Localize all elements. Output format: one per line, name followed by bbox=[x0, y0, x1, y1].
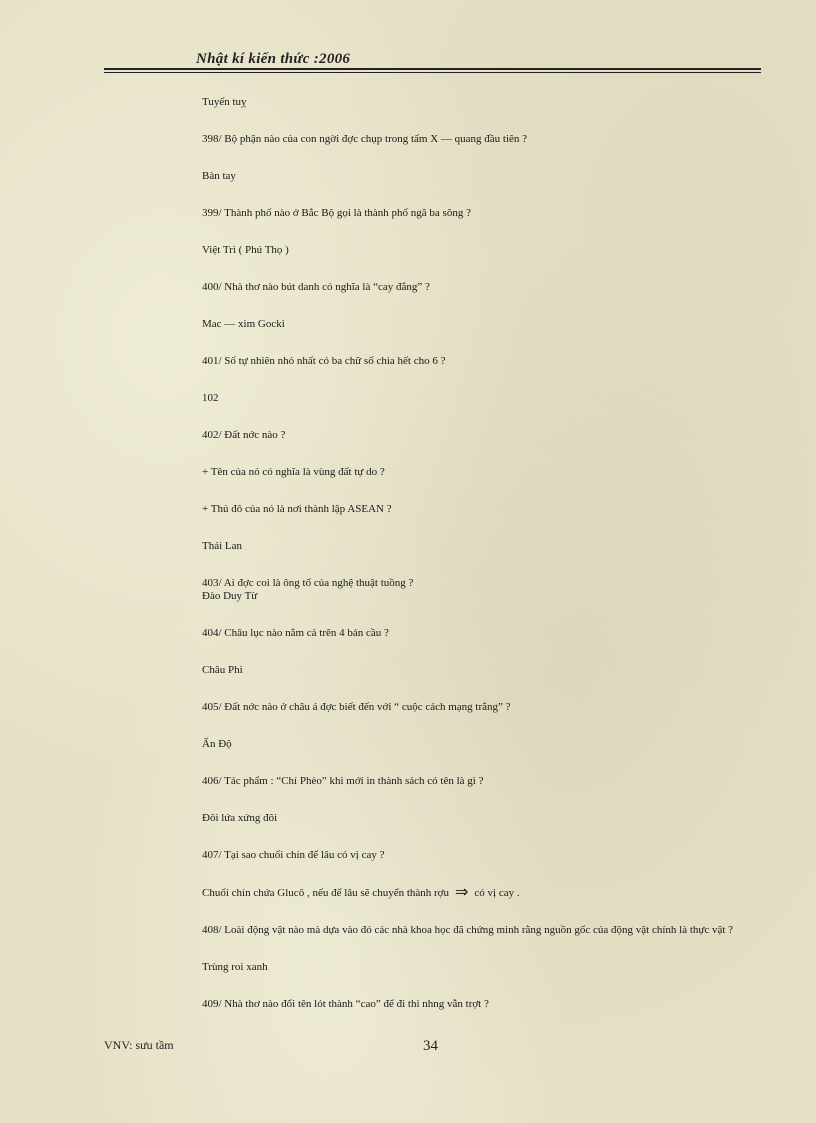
answer-line: Thái Lan bbox=[202, 540, 243, 552]
answer-line: Bàn tay bbox=[202, 170, 236, 182]
page-header-title: Nhật kí kiến thức :2006 bbox=[196, 51, 351, 67]
answer-line: Ấn Độ bbox=[202, 738, 232, 750]
question-line: 405/ Đất nớc nào ở châu á đợc biết đến với “ cuộc cách mạng trắng” ? bbox=[202, 701, 511, 713]
question-subline: + Tên của nó có nghĩa là vùng đất tự do ? bbox=[202, 466, 385, 478]
question-line: 400/ Nhà thơ nào bút danh có nghĩa là “cay đắng” ? bbox=[202, 281, 430, 293]
footer-credit: VNV: sưu tầm bbox=[104, 1038, 174, 1052]
answer-line: Đào Duy Từ bbox=[202, 590, 258, 602]
answer-line: Trùng roi xanh bbox=[202, 961, 268, 973]
page-number: 34 bbox=[423, 1038, 438, 1054]
answer-line: Châu Phi bbox=[202, 664, 243, 676]
question-line: 399/ Thành phố nào ở Bắc Bộ gọi là thành phố ngã ba sông ? bbox=[202, 207, 471, 219]
question-line: 403/ Ai đợc coi là ông tổ của nghệ thuật tuồng ? bbox=[202, 577, 414, 589]
question-line: 402/ Đất nớc nào ? bbox=[202, 429, 286, 441]
qa-content bbox=[202, 96, 762, 1011]
answer-line: Việt Trì ( Phú Thọ ) bbox=[202, 244, 289, 256]
answer-line: Đôi lứa xứng đôi bbox=[202, 812, 278, 824]
answer-suffix: có vị cay . bbox=[474, 887, 520, 899]
answer-line-with-arrow bbox=[202, 882, 762, 901]
question-subline: + Thủ đô của nó là nơi thành lập ASEAN ? bbox=[202, 503, 392, 515]
question-line: 409/ Nhà thơ nào đổi tên lót thành “cao” để đi thi nhng vẫn trợt ? bbox=[202, 998, 489, 1010]
question-line: 401/ Số tự nhiên nhỏ nhất có ba chữ số chia hết cho 6 ? bbox=[202, 355, 446, 367]
answer-line: 102 bbox=[202, 392, 219, 404]
question-line: 398/ Bộ phận nào của con ngời đợc chụp trong tấm X — quang đầu tiên ? bbox=[202, 133, 528, 145]
question-line: 407/ Tại sao chuối chín để lâu có vị cay ? bbox=[202, 849, 385, 861]
question-line: 408/ Loài động vật nào mà dựa vào đó các nhà khoa học đã chứng minh rằng nguồn gốc của động vật chính là thực vật ? bbox=[202, 924, 734, 936]
answer-line: Mac — xim Gocki bbox=[202, 318, 285, 330]
question-line: 404/ Châu lục nào nằm cả trên 4 bán cầu ? bbox=[202, 627, 389, 639]
header-rule bbox=[104, 68, 761, 70]
answer-text: Chuối chín chứa Glucô , nếu để lâu sẽ chuyển thành rợu bbox=[202, 887, 449, 899]
question-line: 406/ Tác phẩm : “Chí Phèo” khi mới in thành sách có tên là gì ? bbox=[202, 775, 484, 787]
header-rule-thin bbox=[104, 72, 761, 73]
double-right-arrow-icon: ⇒ bbox=[455, 882, 469, 901]
answer-line: Tuyến tuỵ bbox=[202, 96, 247, 108]
